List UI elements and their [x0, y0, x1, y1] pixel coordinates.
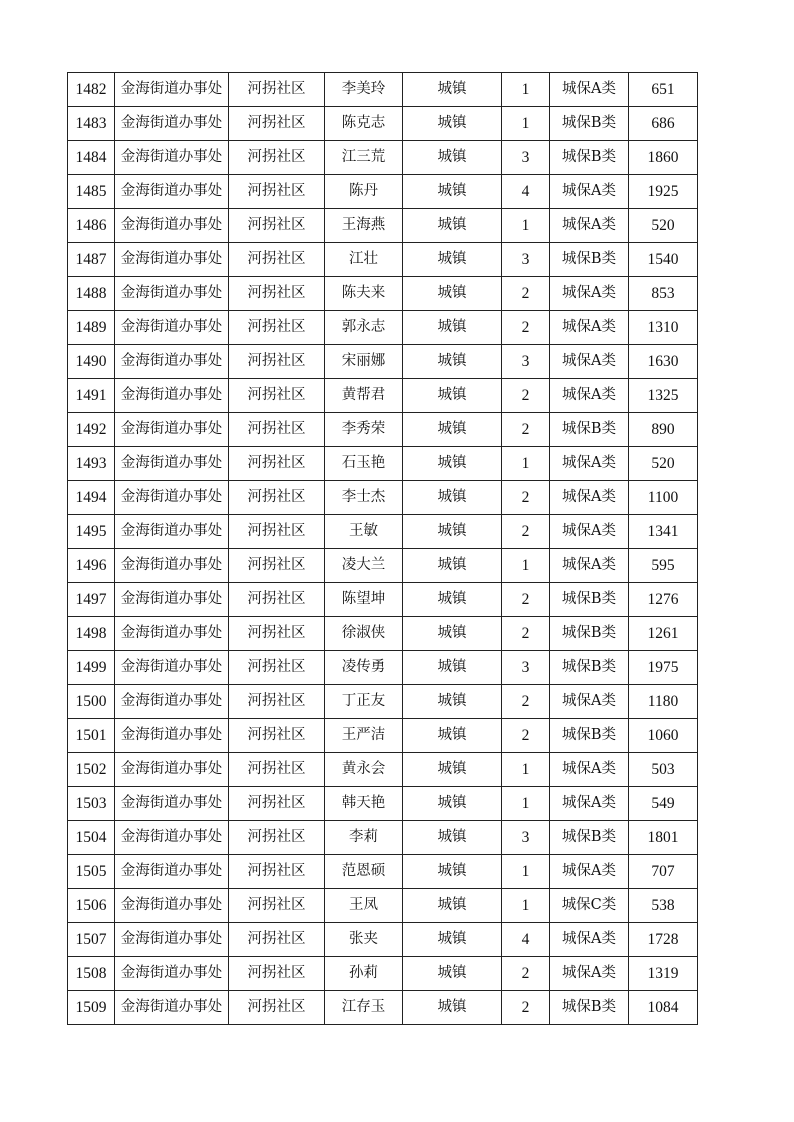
office-cell: 金海街道办事处: [115, 753, 229, 787]
person-name-cell: 王严洁: [325, 719, 403, 753]
office-cell: 金海街道办事处: [115, 957, 229, 991]
table-row: [68, 651, 698, 685]
table-row: [68, 209, 698, 243]
table-row: [68, 617, 698, 651]
office-cell: 金海街道办事处: [115, 821, 229, 855]
person-name-cell: 陈丹: [325, 175, 403, 209]
household-count-cell: 2: [502, 481, 550, 515]
community-cell: 河拐社区: [229, 73, 325, 107]
record-id-cell: 1501: [68, 719, 115, 753]
area-type-cell: 城镇: [403, 787, 502, 821]
area-type-cell: 城镇: [403, 175, 502, 209]
person-name-cell: 陈望坤: [325, 583, 403, 617]
insurance-category-cell: 城保A类: [550, 311, 629, 345]
insurance-category-cell: 城保A类: [550, 73, 629, 107]
area-type-cell: 城镇: [403, 923, 502, 957]
record-id-cell: 1497: [68, 583, 115, 617]
area-type-cell: 城镇: [403, 481, 502, 515]
table-row: [68, 243, 698, 277]
office-cell: 金海街道办事处: [115, 719, 229, 753]
amount-cell: 1540: [629, 243, 698, 277]
person-name-cell: 郭永志: [325, 311, 403, 345]
community-cell: 河拐社区: [229, 515, 325, 549]
insurance-category-cell: 城保A类: [550, 345, 629, 379]
area-type-cell: 城镇: [403, 685, 502, 719]
community-cell: 河拐社区: [229, 107, 325, 141]
area-type-cell: 城镇: [403, 379, 502, 413]
record-id-cell: 1492: [68, 413, 115, 447]
record-id-cell: 1496: [68, 549, 115, 583]
person-name-cell: 范恩硕: [325, 855, 403, 889]
household-count-cell: 2: [502, 719, 550, 753]
household-count-cell: 1: [502, 787, 550, 821]
person-name-cell: 凌传勇: [325, 651, 403, 685]
insurance-category-cell: 城保A类: [550, 481, 629, 515]
record-id-cell: 1504: [68, 821, 115, 855]
community-cell: 河拐社区: [229, 141, 325, 175]
insurance-category-cell: 城保B类: [550, 243, 629, 277]
insurance-category-cell: 城保A类: [550, 855, 629, 889]
household-count-cell: 3: [502, 345, 550, 379]
office-cell: 金海街道办事处: [115, 175, 229, 209]
household-count-cell: 3: [502, 141, 550, 175]
community-cell: 河拐社区: [229, 175, 325, 209]
table-row: [68, 311, 698, 345]
person-name-cell: 王敏: [325, 515, 403, 549]
amount-cell: 1728: [629, 923, 698, 957]
household-count-cell: 1: [502, 447, 550, 481]
amount-cell: 503: [629, 753, 698, 787]
person-name-cell: 江壮: [325, 243, 403, 277]
amount-cell: 1180: [629, 685, 698, 719]
office-cell: 金海街道办事处: [115, 345, 229, 379]
amount-cell: 1310: [629, 311, 698, 345]
record-id-cell: 1505: [68, 855, 115, 889]
table-row: [68, 719, 698, 753]
office-cell: 金海街道办事处: [115, 141, 229, 175]
insurance-category-cell: 城保A类: [550, 685, 629, 719]
office-cell: 金海街道办事处: [115, 651, 229, 685]
record-id-cell: 1484: [68, 141, 115, 175]
person-name-cell: 丁正友: [325, 685, 403, 719]
community-cell: 河拐社区: [229, 753, 325, 787]
office-cell: 金海街道办事处: [115, 243, 229, 277]
community-cell: 河拐社区: [229, 991, 325, 1025]
community-cell: 河拐社区: [229, 277, 325, 311]
household-count-cell: 4: [502, 923, 550, 957]
household-count-cell: 1: [502, 753, 550, 787]
insurance-category-cell: 城保B类: [550, 821, 629, 855]
community-cell: 河拐社区: [229, 583, 325, 617]
amount-cell: 520: [629, 447, 698, 481]
household-count-cell: 2: [502, 515, 550, 549]
person-name-cell: 李士杰: [325, 481, 403, 515]
person-name-cell: 李美玲: [325, 73, 403, 107]
area-type-cell: 城镇: [403, 73, 502, 107]
area-type-cell: 城镇: [403, 617, 502, 651]
household-count-cell: 4: [502, 175, 550, 209]
area-type-cell: 城镇: [403, 549, 502, 583]
record-id-cell: 1489: [68, 311, 115, 345]
amount-cell: 1276: [629, 583, 698, 617]
office-cell: 金海街道办事处: [115, 379, 229, 413]
person-name-cell: 石玉艳: [325, 447, 403, 481]
person-name-cell: 韩天艳: [325, 787, 403, 821]
insurance-category-cell: 城保A类: [550, 549, 629, 583]
area-type-cell: 城镇: [403, 413, 502, 447]
table-row: [68, 753, 698, 787]
community-cell: 河拐社区: [229, 379, 325, 413]
person-name-cell: 徐淑侠: [325, 617, 403, 651]
person-name-cell: 王海燕: [325, 209, 403, 243]
office-cell: 金海街道办事处: [115, 107, 229, 141]
insurance-category-cell: 城保B类: [550, 107, 629, 141]
record-id-cell: 1485: [68, 175, 115, 209]
amount-cell: 1261: [629, 617, 698, 651]
person-name-cell: 江三荒: [325, 141, 403, 175]
office-cell: 金海街道办事处: [115, 73, 229, 107]
amount-cell: 1100: [629, 481, 698, 515]
amount-cell: 1084: [629, 991, 698, 1025]
record-id-cell: 1506: [68, 889, 115, 923]
community-cell: 河拐社区: [229, 957, 325, 991]
amount-cell: 1060: [629, 719, 698, 753]
office-cell: 金海街道办事处: [115, 447, 229, 481]
office-cell: 金海街道办事处: [115, 549, 229, 583]
office-cell: 金海街道办事处: [115, 583, 229, 617]
amount-cell: 890: [629, 413, 698, 447]
household-count-cell: 3: [502, 821, 550, 855]
table-row: [68, 73, 698, 107]
records-table: [67, 72, 698, 1025]
record-id-cell: 1490: [68, 345, 115, 379]
insurance-category-cell: 城保A类: [550, 515, 629, 549]
table-row: [68, 685, 698, 719]
table-row: [68, 923, 698, 957]
insurance-category-cell: 城保A类: [550, 957, 629, 991]
record-id-cell: 1482: [68, 73, 115, 107]
person-name-cell: 黄帮君: [325, 379, 403, 413]
insurance-category-cell: 城保B类: [550, 991, 629, 1025]
table-row: [68, 583, 698, 617]
community-cell: 河拐社区: [229, 617, 325, 651]
area-type-cell: 城镇: [403, 515, 502, 549]
household-count-cell: 1: [502, 209, 550, 243]
office-cell: 金海街道办事处: [115, 209, 229, 243]
record-id-cell: 1502: [68, 753, 115, 787]
record-id-cell: 1487: [68, 243, 115, 277]
area-type-cell: 城镇: [403, 141, 502, 175]
household-count-cell: 1: [502, 107, 550, 141]
amount-cell: 549: [629, 787, 698, 821]
person-name-cell: 孙莉: [325, 957, 403, 991]
household-count-cell: 2: [502, 617, 550, 651]
insurance-category-cell: 城保B类: [550, 651, 629, 685]
amount-cell: 520: [629, 209, 698, 243]
record-id-cell: 1493: [68, 447, 115, 481]
insurance-category-cell: 城保B类: [550, 583, 629, 617]
community-cell: 河拐社区: [229, 209, 325, 243]
record-id-cell: 1503: [68, 787, 115, 821]
person-name-cell: 江存玉: [325, 991, 403, 1025]
amount-cell: 595: [629, 549, 698, 583]
office-cell: 金海街道办事处: [115, 481, 229, 515]
table-row: [68, 379, 698, 413]
area-type-cell: 城镇: [403, 753, 502, 787]
community-cell: 河拐社区: [229, 651, 325, 685]
person-name-cell: 李莉: [325, 821, 403, 855]
office-cell: 金海街道办事处: [115, 413, 229, 447]
area-type-cell: 城镇: [403, 991, 502, 1025]
insurance-category-cell: 城保B类: [550, 141, 629, 175]
office-cell: 金海街道办事处: [115, 991, 229, 1025]
household-count-cell: 2: [502, 311, 550, 345]
office-cell: 金海街道办事处: [115, 889, 229, 923]
area-type-cell: 城镇: [403, 821, 502, 855]
insurance-category-cell: 城保B类: [550, 413, 629, 447]
amount-cell: 1325: [629, 379, 698, 413]
record-id-cell: 1495: [68, 515, 115, 549]
table-row: [68, 345, 698, 379]
table-row: [68, 821, 698, 855]
area-type-cell: 城镇: [403, 277, 502, 311]
table-row: [68, 107, 698, 141]
insurance-category-cell: 城保A类: [550, 277, 629, 311]
table-row: [68, 481, 698, 515]
person-name-cell: 张夹: [325, 923, 403, 957]
insurance-category-cell: 城保C类: [550, 889, 629, 923]
area-type-cell: 城镇: [403, 209, 502, 243]
table-row: [68, 447, 698, 481]
community-cell: 河拐社区: [229, 923, 325, 957]
community-cell: 河拐社区: [229, 821, 325, 855]
table-row: [68, 141, 698, 175]
office-cell: 金海街道办事处: [115, 923, 229, 957]
insurance-category-cell: 城保A类: [550, 379, 629, 413]
office-cell: 金海街道办事处: [115, 617, 229, 651]
person-name-cell: 黄永会: [325, 753, 403, 787]
household-count-cell: 1: [502, 73, 550, 107]
table-row: [68, 957, 698, 991]
office-cell: 金海街道办事处: [115, 515, 229, 549]
table-row: [68, 889, 698, 923]
community-cell: 河拐社区: [229, 549, 325, 583]
amount-cell: 651: [629, 73, 698, 107]
area-type-cell: 城镇: [403, 107, 502, 141]
amount-cell: 686: [629, 107, 698, 141]
record-id-cell: 1494: [68, 481, 115, 515]
amount-cell: 853: [629, 277, 698, 311]
amount-cell: 1925: [629, 175, 698, 209]
household-count-cell: 2: [502, 685, 550, 719]
amount-cell: 538: [629, 889, 698, 923]
household-count-cell: 1: [502, 889, 550, 923]
table-row: [68, 787, 698, 821]
area-type-cell: 城镇: [403, 957, 502, 991]
record-id-cell: 1483: [68, 107, 115, 141]
person-name-cell: 陈克志: [325, 107, 403, 141]
area-type-cell: 城镇: [403, 889, 502, 923]
community-cell: 河拐社区: [229, 345, 325, 379]
table-row: [68, 991, 698, 1025]
insurance-category-cell: 城保A类: [550, 753, 629, 787]
community-cell: 河拐社区: [229, 719, 325, 753]
record-id-cell: 1498: [68, 617, 115, 651]
household-count-cell: 3: [502, 243, 550, 277]
table-row: [68, 413, 698, 447]
community-cell: 河拐社区: [229, 481, 325, 515]
amount-cell: 1860: [629, 141, 698, 175]
person-name-cell: 宋丽娜: [325, 345, 403, 379]
office-cell: 金海街道办事处: [115, 685, 229, 719]
amount-cell: 1341: [629, 515, 698, 549]
table-row: [68, 549, 698, 583]
office-cell: 金海街道办事处: [115, 855, 229, 889]
amount-cell: 1319: [629, 957, 698, 991]
insurance-category-cell: 城保A类: [550, 447, 629, 481]
person-name-cell: 凌大兰: [325, 549, 403, 583]
office-cell: 金海街道办事处: [115, 277, 229, 311]
amount-cell: 1630: [629, 345, 698, 379]
household-count-cell: 2: [502, 991, 550, 1025]
household-count-cell: 2: [502, 957, 550, 991]
community-cell: 河拐社区: [229, 855, 325, 889]
household-count-cell: 2: [502, 379, 550, 413]
community-cell: 河拐社区: [229, 243, 325, 277]
area-type-cell: 城镇: [403, 345, 502, 379]
table-row: [68, 855, 698, 889]
insurance-category-cell: 城保B类: [550, 617, 629, 651]
person-name-cell: 王凤: [325, 889, 403, 923]
person-name-cell: 陈夫来: [325, 277, 403, 311]
insurance-category-cell: 城保A类: [550, 787, 629, 821]
household-count-cell: 2: [502, 413, 550, 447]
area-type-cell: 城镇: [403, 651, 502, 685]
amount-cell: 707: [629, 855, 698, 889]
records-table-body: [68, 73, 698, 1025]
insurance-category-cell: 城保A类: [550, 923, 629, 957]
insurance-category-cell: 城保A类: [550, 175, 629, 209]
household-count-cell: 1: [502, 549, 550, 583]
table-row: [68, 277, 698, 311]
community-cell: 河拐社区: [229, 311, 325, 345]
table-row: [68, 515, 698, 549]
area-type-cell: 城镇: [403, 583, 502, 617]
area-type-cell: 城镇: [403, 719, 502, 753]
area-type-cell: 城镇: [403, 311, 502, 345]
record-id-cell: 1488: [68, 277, 115, 311]
area-type-cell: 城镇: [403, 447, 502, 481]
area-type-cell: 城镇: [403, 855, 502, 889]
record-id-cell: 1499: [68, 651, 115, 685]
amount-cell: 1975: [629, 651, 698, 685]
insurance-category-cell: 城保B类: [550, 719, 629, 753]
record-id-cell: 1507: [68, 923, 115, 957]
area-type-cell: 城镇: [403, 243, 502, 277]
community-cell: 河拐社区: [229, 889, 325, 923]
record-id-cell: 1500: [68, 685, 115, 719]
record-id-cell: 1491: [68, 379, 115, 413]
table-row: [68, 175, 698, 209]
person-name-cell: 李秀荣: [325, 413, 403, 447]
community-cell: 河拐社区: [229, 447, 325, 481]
community-cell: 河拐社区: [229, 787, 325, 821]
record-id-cell: 1508: [68, 957, 115, 991]
amount-cell: 1801: [629, 821, 698, 855]
household-count-cell: 3: [502, 651, 550, 685]
record-id-cell: 1509: [68, 991, 115, 1025]
household-count-cell: 2: [502, 583, 550, 617]
household-count-cell: 2: [502, 277, 550, 311]
household-count-cell: 1: [502, 855, 550, 889]
community-cell: 河拐社区: [229, 685, 325, 719]
insurance-category-cell: 城保A类: [550, 209, 629, 243]
community-cell: 河拐社区: [229, 413, 325, 447]
office-cell: 金海街道办事处: [115, 787, 229, 821]
record-id-cell: 1486: [68, 209, 115, 243]
office-cell: 金海街道办事处: [115, 311, 229, 345]
